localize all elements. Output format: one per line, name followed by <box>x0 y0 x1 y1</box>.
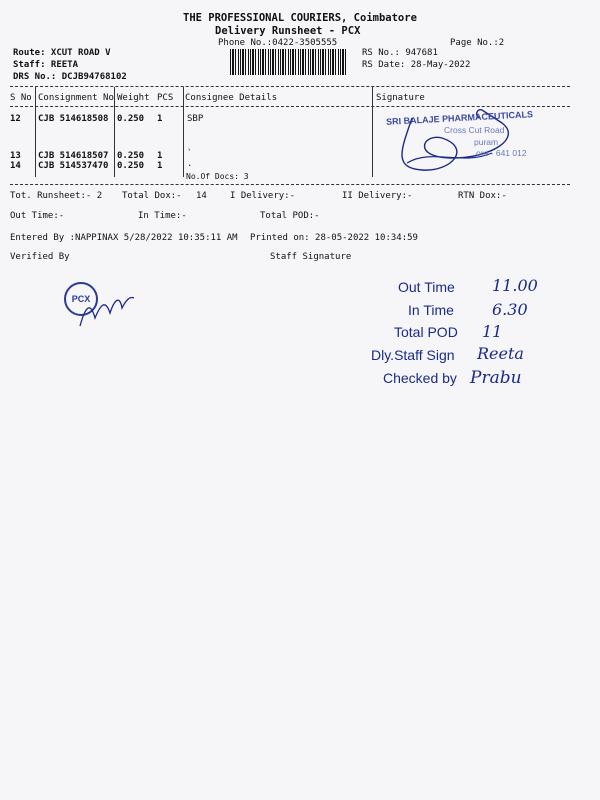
total-dox: Total Dox:- <box>122 191 182 201</box>
row-details: . <box>187 159 193 169</box>
in-time: In Time:- <box>138 211 187 221</box>
column-divider <box>183 87 184 177</box>
pcx-stamp <box>60 278 150 333</box>
col-weight: Weight <box>117 93 150 103</box>
stamp-line-2: Cross Cut Road <box>444 125 505 135</box>
table-top-divider <box>10 86 570 87</box>
row-details: ` <box>187 149 193 159</box>
out-time-label: Out Time <box>398 279 455 295</box>
stamp-line-3: puram <box>474 137 499 147</box>
rs-number: RS No.: 947681 <box>362 48 438 58</box>
column-divider <box>372 87 373 177</box>
col-consignment: Consignment No <box>38 93 114 103</box>
staff-signature: Staff Signature <box>270 252 352 262</box>
row-pcs: 1 <box>157 151 163 161</box>
row-sno: 12 <box>10 114 21 124</box>
stamp-line-1: SRI BALAJE PHARMACEUTICALS <box>385 109 534 127</box>
row-sno: 13 <box>10 151 21 161</box>
in-time-handwritten: 6.30 <box>492 300 528 319</box>
checked-by-handwritten: Prabu <box>470 368 522 388</box>
rtn-dox: RTN Dox:- <box>458 191 507 201</box>
tot-runsheet: Tot. Runsheet:- 2 <box>10 191 103 201</box>
in-time-label: In Time <box>408 302 454 318</box>
total-pod: Total POD:- <box>260 211 320 221</box>
table-header-divider <box>10 106 570 107</box>
route: Route: XCUT ROAD V <box>13 48 111 58</box>
row-details: SBP <box>187 114 204 124</box>
row-weight: 0.250 <box>117 161 145 171</box>
row-sno: 14 <box>10 161 21 171</box>
column-divider <box>114 87 115 177</box>
company-name: THE PROFESSIONAL COURIERS, Coimbatore <box>183 12 417 24</box>
page-number: Page No.:2 <box>450 38 505 48</box>
row-pcs: 1 <box>157 161 163 171</box>
barcode <box>230 49 348 75</box>
checked-by-label: Checked by <box>383 370 457 386</box>
stamp-line-4: ore - 641 012 <box>476 148 527 158</box>
pcx-signature-icon <box>60 278 150 333</box>
phone-number: Phone No.:0422-3505555 <box>218 38 338 48</box>
staff: Staff: REETA <box>13 60 79 70</box>
i-delivery: I Delivery:- <box>230 191 296 201</box>
row-weight: 0.250 <box>117 114 145 124</box>
consignee-stamp <box>382 108 562 178</box>
col-signature: Signature <box>376 93 425 103</box>
col-sno: S No <box>10 93 32 103</box>
row-consignment: CJB 514537470 <box>38 161 109 171</box>
printed-on: Printed on: 28-05-2022 10:34:59 <box>250 233 418 243</box>
col-pcs: PCS <box>157 93 174 103</box>
out-time: Out Time:- <box>10 211 65 221</box>
total-pod-label: Total POD <box>394 324 458 340</box>
column-divider <box>35 87 36 177</box>
dly-staff-sign-label: Dly.Staff Sign <box>371 347 455 363</box>
entered-by: Entered By :NAPPINAX 5/28/2022 10:35:11 AM <box>10 233 238 243</box>
drs-number: DRS No.: DCJB94768102 <box>13 72 127 82</box>
row-consignment: CJB 514618507 <box>38 151 109 161</box>
out-time-handwritten: 11.00 <box>492 276 538 295</box>
table-bottom-divider <box>10 184 570 185</box>
ii-delivery: II Delivery:- <box>342 191 413 201</box>
pcx-stamp-circle: PCX <box>64 282 98 316</box>
dly-staff-sign-handwritten: Reeta <box>477 344 524 363</box>
no-of-docs: No.Of Docs: 3 <box>186 172 249 181</box>
col-consignee: Consignee Details <box>185 93 278 103</box>
rs-date: RS Date: 28-May-2022 <box>362 60 471 70</box>
row-weight: 0.250 <box>117 151 145 161</box>
verified-by: Verified By <box>10 252 70 262</box>
total-pod-handwritten: 11 <box>482 322 503 341</box>
total-dox-value: 14 <box>196 191 207 201</box>
row-pcs: 1 <box>157 114 163 124</box>
document-title: Delivery Runsheet - PCX <box>215 25 361 37</box>
row-consignment: CJB 514618508 <box>38 114 109 124</box>
